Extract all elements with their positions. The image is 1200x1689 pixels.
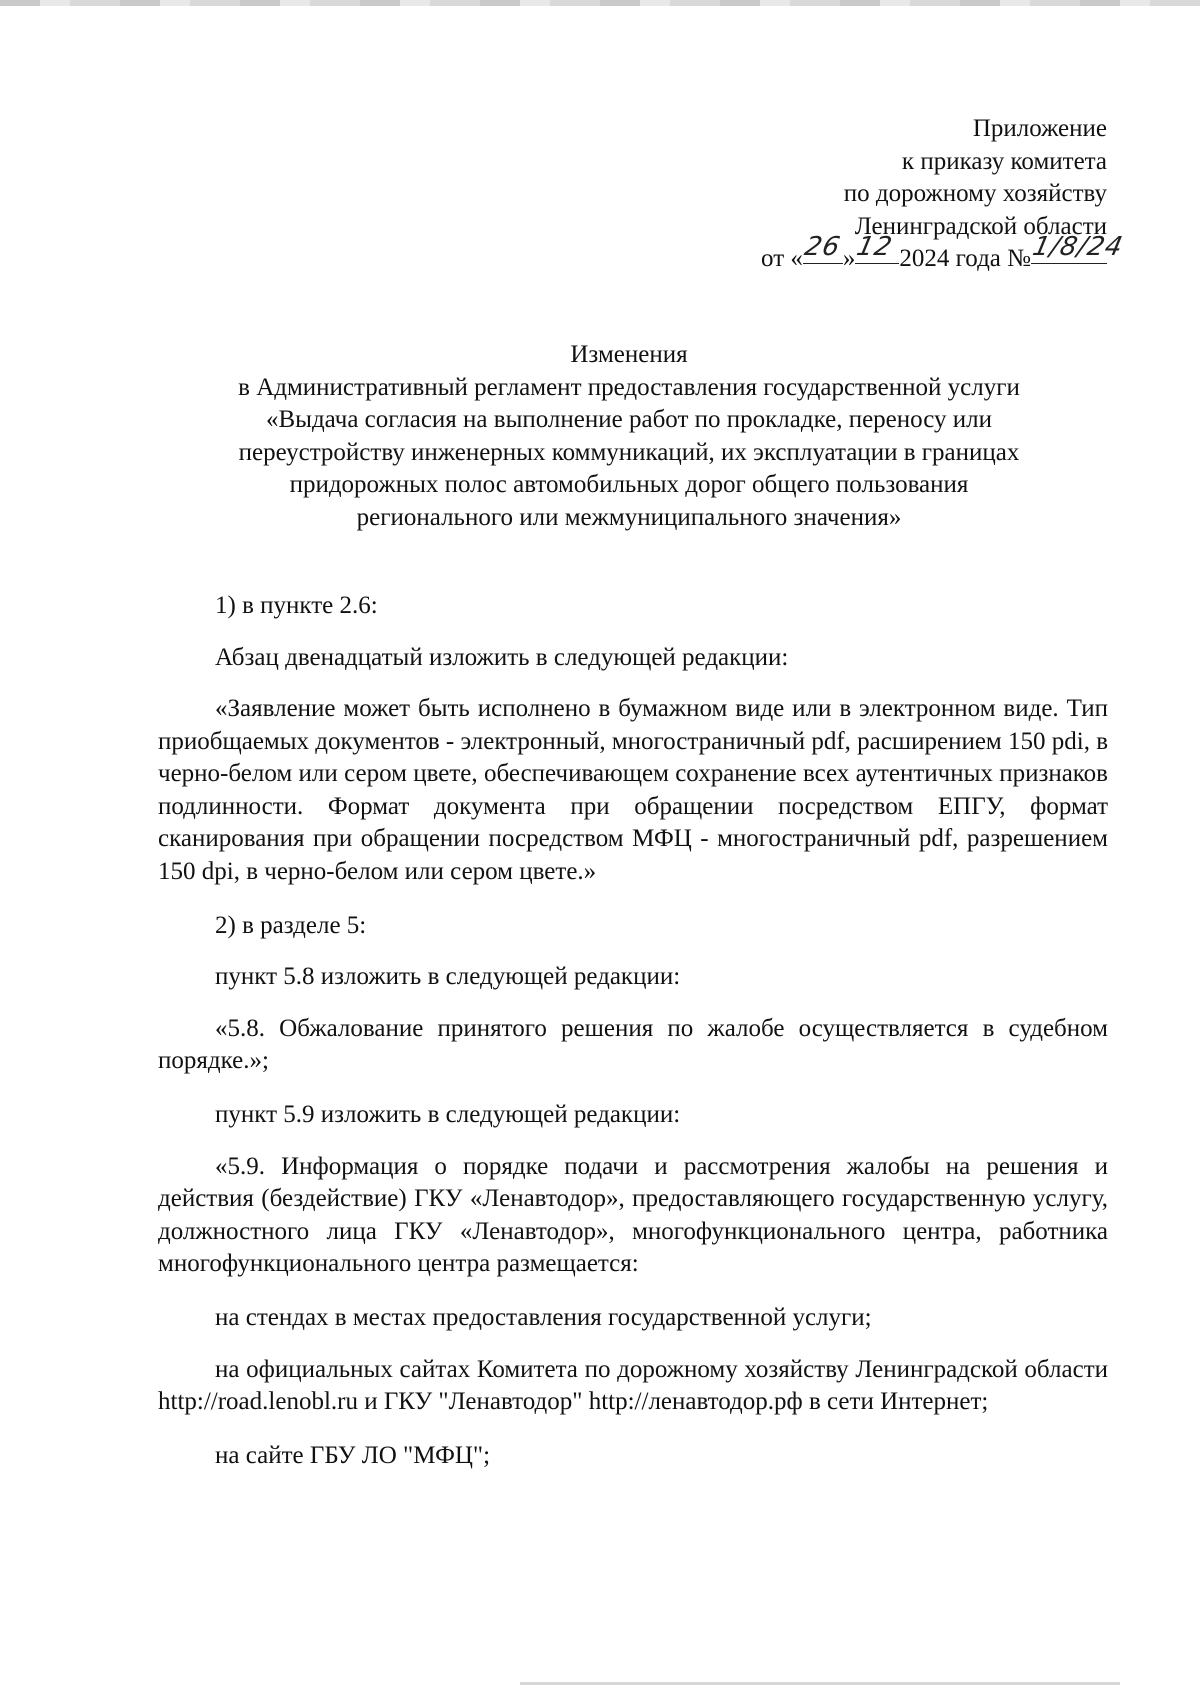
header-line-1: Приложение xyxy=(972,115,1107,142)
date-prefix: от « xyxy=(761,245,803,272)
title-line-3: «Выдача согласия на выполнение работ по прокладке, переносу или xyxy=(265,406,993,433)
header-line-3: по дорожному хозяйству xyxy=(843,180,1107,207)
date-mid: » xyxy=(842,245,856,272)
paragraph-instruction-5-9: пункт 5.9 изложить в следующей редакции: xyxy=(215,1101,681,1128)
header-date-line: от « 26 » 12 2024 года № 1/8/24 xyxy=(761,231,1126,272)
paragraph-quote-2-6: «Заявление может быть исполнено в бумажном виде или в электронном виде. Тип приобщаемых документов - электронный, многостраничный pdf, расширением 150 pdi, в черно-белом или сером цвете, обеспечивающем сохранение всех аутентичных признаков подлинности. Формат документа при обращении посредством ЕПГУ, формат сканирования при обращении посредством МФЦ - многостраничный pdf, разрешением 150 dpi, в черно-белом или сером цвете.» xyxy=(158,695,1108,885)
header-line-4: Ленинградской области xyxy=(854,212,1107,240)
paragraph-item-1: 1) в пункте 2.6: xyxy=(215,592,378,619)
date-year: 2024 года № xyxy=(899,245,1031,272)
document-title xyxy=(170,339,1088,534)
appendix-header xyxy=(761,113,1126,276)
scan-edge-bottom xyxy=(520,1682,1120,1685)
scan-edge-top xyxy=(0,0,1200,6)
paragraph-instruction-5-8: пункт 5.8 изложить в следующей редакции: xyxy=(215,963,681,990)
paragraph-quote-5-9: «5.9. Информация о порядке подачи и рассмотрения жалобы на решения и действия (бездействие) ГКУ «Ленавтодор», предоставляющего государственную услугу, должностного лица ГКУ «Ленавтодор», многофункционального центра, работника многофункционального центра размещается: xyxy=(158,1152,1108,1277)
paragraph-quote-5-8: «5.8. Обжалование принятого решения по жалобе осуществляется в судебном порядке.»; xyxy=(158,1014,1108,1074)
document-body xyxy=(158,590,1108,1494)
header-line-2: к приказу комитета xyxy=(901,147,1107,175)
title-line-4: переустройству инженерных коммуникаций, их эксплуатации в границах xyxy=(238,438,1020,466)
paragraph-websites: на официальных сайтах Комитета по дорожному хозяйству Ленинградской области http://road.lenobl.ru и ГКУ "Ленавтодор" http://ленавтодор.рф в сети Интернет; xyxy=(158,1355,1108,1415)
paragraph-stands: на стендах в местах предоставления государственной услуги; xyxy=(215,1304,872,1331)
paragraph-mfc-site: на сайте ГБУ ЛО "МФЦ"; xyxy=(215,1442,491,1469)
paragraph-item-2: 2) в разделе 5: xyxy=(215,911,367,939)
title-line-2: в Административный регламент предоставления государственной услуги xyxy=(238,373,1020,401)
title-line-6: регионального или межмуниципального значения» xyxy=(356,503,902,531)
title-line-1: Изменения xyxy=(570,341,688,368)
title-line-5: придорожных полос автомобильных дорог общего пользования xyxy=(289,471,969,498)
paragraph-instruction-1: Абзац двенадцатый изложить в следующей редакции: xyxy=(215,643,789,671)
